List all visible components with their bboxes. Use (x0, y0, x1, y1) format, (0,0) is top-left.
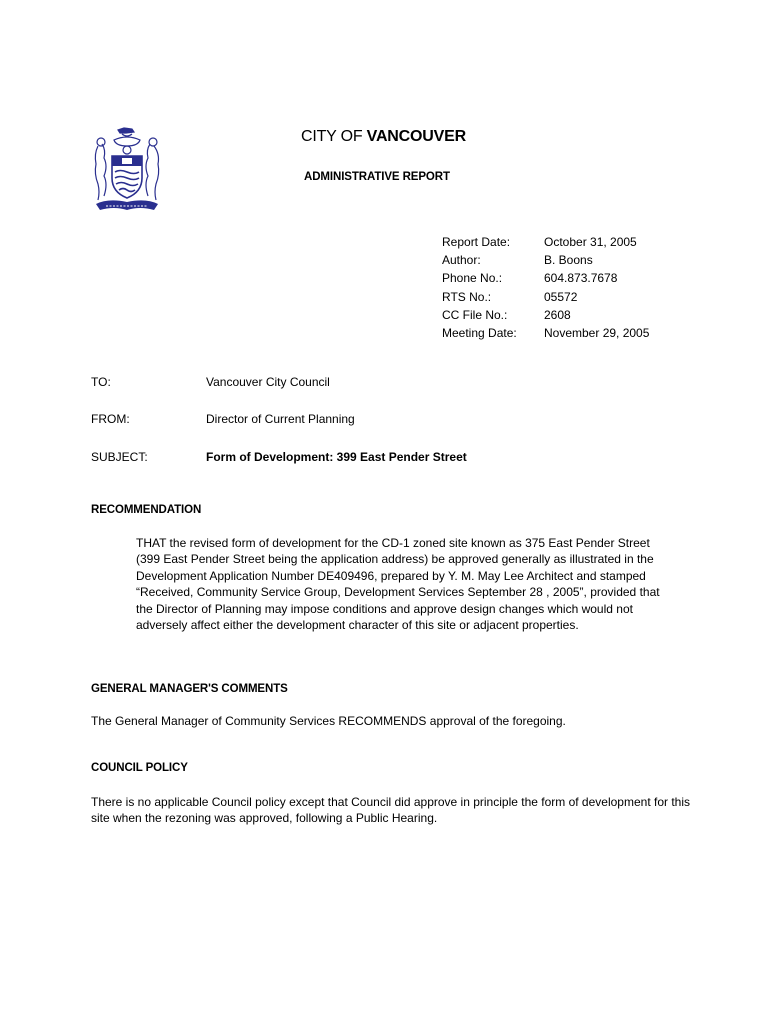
subject-line (91, 450, 467, 464)
to-value: Vancouver City Council (206, 375, 330, 389)
city-crest-logo (88, 126, 166, 214)
to-label: TO: (91, 375, 111, 389)
meta-row-report-date (442, 233, 649, 251)
meta-row-phone (442, 269, 649, 287)
meta-row-meeting-date (442, 324, 649, 342)
gm-comments-text: The General Manager of Community Services RECOMMENDS approval of the foregoing. (91, 714, 566, 728)
meta-label: Meeting Date: (442, 326, 517, 341)
meta-value: October 31, 2005 (544, 235, 637, 249)
meta-label: Report Date: (442, 235, 511, 249)
meta-row-author (442, 251, 649, 269)
recommendation-heading: RECOMMENDATION (91, 504, 202, 516)
meta-label: Author: (442, 253, 481, 268)
report-metadata (442, 233, 649, 342)
meta-label: RTS No.: (442, 289, 492, 304)
council-policy-text: There is no applicable Council policy except that Council did approve in principle the form of development for this site when the rezoning was approved, following a Public Hearing. (91, 795, 690, 826)
city-title-name: VANCOUVER (366, 128, 466, 145)
city-title-prefix: CITY OF (301, 128, 363, 145)
council-policy-heading: COUNCIL POLICY (91, 762, 188, 774)
meta-label: Phone No.: (442, 271, 503, 286)
from-value: Director of Current Planning (206, 412, 355, 426)
meta-row-cc-file (442, 306, 649, 324)
from-label: FROM: (91, 412, 130, 426)
meta-value: 2608 (544, 307, 571, 322)
meta-value: 604.873.7678 (544, 271, 618, 286)
subject-label: SUBJECT: (91, 450, 148, 464)
meta-value: November 29, 2005 (544, 326, 650, 341)
meta-value: B. Boons (544, 253, 593, 268)
meta-row-rts (442, 288, 649, 306)
to-line (91, 375, 330, 389)
subject-value: Form of Development: 399 East Pender Street (206, 450, 467, 464)
city-title (301, 128, 466, 146)
recommendation-text: THAT the revised form of development for the CD-1 zoned site known as 375 East Pender Street (399 East Pender Street being the application address) be approved generally as illustrated in the Development Application Number DE409496, prepared by Y. M. May Lee Architect and stamped “Received, Community Service Group, Development Services September 28 , 2005”, provided that the Director of Planning may impose conditions and approve design changes which would not adversely affect either the development character of this site or adjacent properties. (136, 536, 660, 633)
gm-comments-heading: GENERAL MANAGER'S COMMENTS (91, 683, 288, 695)
report-type-heading: ADMINISTRATIVE REPORT (304, 171, 450, 183)
meta-value: 05572 (544, 289, 578, 304)
from-line (91, 412, 355, 426)
meta-label: CC File No.: (442, 307, 508, 322)
